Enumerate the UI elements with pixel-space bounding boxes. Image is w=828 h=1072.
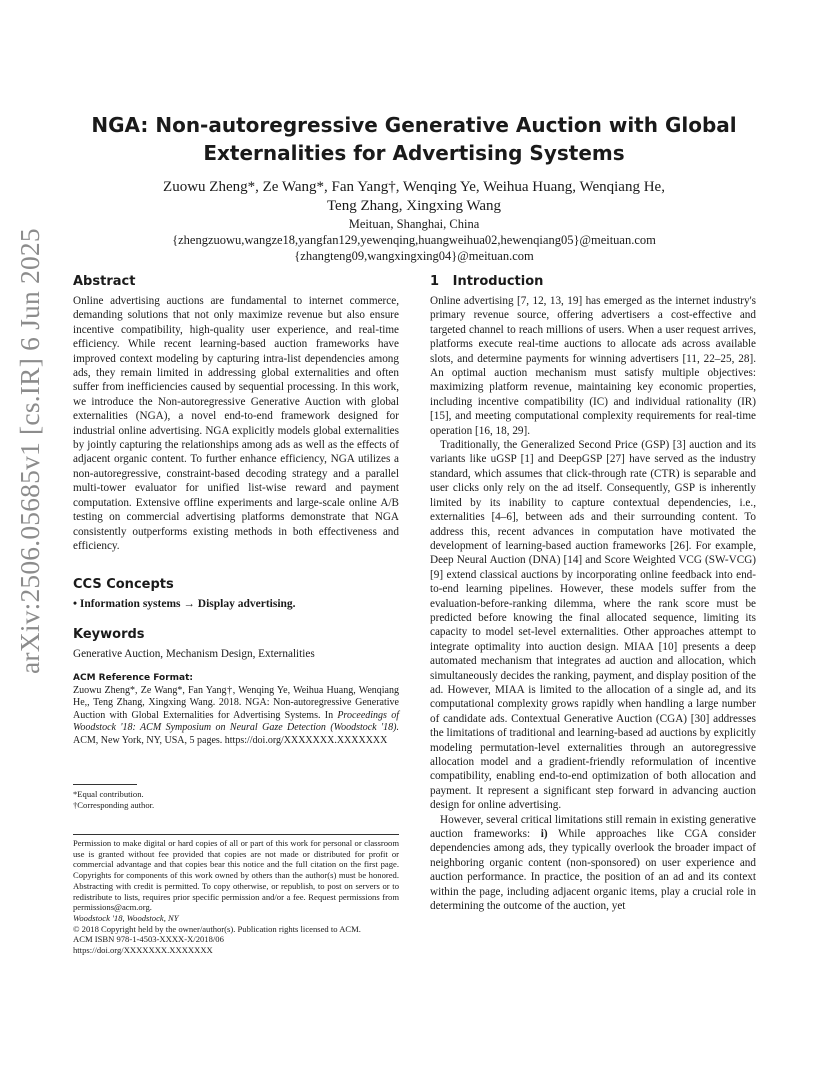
abstract-paragraph: Online advertising auctions are fundamental to internet commerce, demanding solutions that not only maximize revenue but also ensure incentive compatibility, high-quality user experience, and real-time efficiency. While recent learning-based auction frameworks have improved context modeling by capturing intra-list dependencies among ads, they remain limited in addressing global externalities and often suffer from inefficiencies caused by sequential processing. In this work, we introduce the Non-autoregressive Generative Auction with global externalities (NGA), a novel end-to-end framework designed for industrial online advertising. NGA explicitly models global externalities by jointly capturing the relationships among ads as well as the effects of adjacent organic content. To further enhance efficiency, NGA utilizes a non-autoregressive, constraint-based decoding strategy and a parallel multi-tower evaluator for unified list-wise reward and payment computation. Extensive offline experiments and large-scale online A/B testing on commercial advertising platforms demonstrate that NGA consistently outperforms existing methods in both effectiveness and efficiency. (73, 295, 399, 552)
ccs-heading: CCS Concepts (73, 577, 174, 592)
permission-isbn: ACM ISBN 978-1-4503-XXXX-X/2018/06 (73, 934, 224, 945)
arxiv-stamp: arXiv:2506.05685v1 [cs.IR] 6 Jun 2025 (14, 228, 45, 674)
intro-p3-lead: However, several critical limitations still remain in existing generative auction frameworks: (430, 813, 756, 841)
abstract-text (73, 294, 399, 553)
reference-format-citation (73, 685, 399, 748)
introduction-text (430, 294, 756, 913)
footnote-corresponding: †Corresponding author. (73, 800, 155, 810)
authors-line-2: Teng Zhang, Xingxing Wang (326, 198, 502, 214)
authors-line-1: Zuowu Zheng*, Ze Wang*, Fan Yang†, Wenqing Ye, Weihua Huang, Wenqiang He, (163, 179, 665, 195)
reference-format-heading: ACM Reference Format: (73, 673, 193, 683)
intro-paragraph-3 (430, 813, 756, 914)
intro-p3-rest: While approaches like CGA consider dependencies among ads, they typically overlook the broader impact of neighboring organic content (non-sponsored) on user experience and auction performance. In practice, the position of an ad and its context within the page, including adjacent organic items, play a crucial role in determining the outcome of the auction, yet (430, 828, 757, 913)
abstract-heading: Abstract (73, 274, 136, 289)
citation-tail: ACM, New York, NY, USA, 5 pages. https://doi.org/XXXXXXX.XXXXXXX (73, 734, 388, 746)
footnote-equal: *Equal contribution. (73, 789, 144, 799)
permission-doi: https://doi.org/XXXXXXX.XXXXXXX (73, 945, 213, 956)
intro-p3-marker: i) (540, 828, 548, 841)
intro-paragraph-1: Online advertising [7, 12, 13, 19] has emerged as the internet industry's primary revenue source, offering advertisers a cost-effective and targeted channel to reach millions of users. When a user request arrives, platforms execute real-time auctions to allocate ads across available slots, and determine payments for winning advertisers [11, 22–25, 28]. An optimal auction mechanism must satisfy multiple objectives: maximizing platform revenue, maintaining key economic properties, including incentive compatibility (IC) and individual rationality (IR) [15], and meeting computational complexity requirements for real-time operation [16, 18, 29]. (430, 295, 756, 437)
permission-block (73, 838, 399, 956)
permission-venue: Woodstock '18, Woodstock, NY (73, 912, 179, 923)
introduction-heading: 1 Introduction (430, 274, 544, 289)
permission-copyright: © 2018 Copyright held by the owner/author(s). Publication rights licensed to ACM. (73, 923, 361, 934)
emails-line-1: {zhengzuowu,wangze18,yangfan129,yewenqing,huangweihua02,hewenqiang05}@meituan.com (172, 233, 656, 247)
footnote-rule (73, 784, 137, 785)
citation-venue: Proceedings of Woodstock '18: ACM Symposium on Neural Gaze Detection (Woodstock '18). (73, 709, 399, 734)
keywords-heading: Keywords (73, 627, 145, 642)
intro-paragraph-2: Traditionally, the Generalized Second Price (GSP) [3] auction and its variants like uGSP [1] and DeepGSP [27] have served as the industry standard, which assumes that click-through rate (CTR) is separable and user clicks only rely on the ad itself. Consequently, GSP is inherently limited by its inability to capture contextual dependencies, i.e., externalities [4–6], between ads and their surrounding content. To address this, recent advances in computation have motivated the development of learning-based auction frameworks [26]. For example, Deep Neural Auction (DNA) [14] and Score Weighted VCG (SW-VCG) [9] extend classical auctions by incorporating online feedback into end-to-end learning pipelines. However, these models suffer from the evaluation-before-ranking dilemma, where the rank score must be predicted before knowing the final allocated sequence, limiting its capacity to model set-level externalities. Other approaches attempt to integrate optimality into auction design. MIAA [10] presents a deep automated mechanism that integrates ad auction and allocation, which simultaneously decides the ranking, payment, and display position of the ad. However, MIAA is limited to the allocation of a single ad, and its computational complexity grows rapidly when handling a large number of candidate ads. Contextual Generative Auction (CGA) [30] addresses the limitations of traditional and learning-based ad auctions by explicitly modeling permutation-level externalities through an autoregressive allocation model and a gradient-friendly reformulation of incentive compatibility, enabling end-to-end optimization of both allocation and payment. It represent a significant step forward in advancing auction design for online advertising. (430, 439, 756, 812)
keywords-text: Generative Auction, Mechanism Design, Externalities (73, 648, 315, 660)
permission-rule (73, 834, 399, 835)
permission-text: Permission to make digital or hard copies of all or part of this work for personal or classroom use is granted without fee provided that copies are not made or distributed for profit or commercial advantage and that copies bear this notice and the full citation on the first page. Copyrights for components of this work owned by others than the author(s) must be honored. Abstracting with credit is permitted. To copy otherwise, or republish, to post on servers or to redistribute to lists, requires prior specific permission and/or a fee. Request permissions from permissions@acm.org. (73, 838, 399, 913)
reference-format (73, 672, 399, 748)
emails-line-2: {zhangteng09,wangxingxing04}@meituan.com (294, 249, 534, 263)
paper-title: NGA: Non-autoregressive Generative Auction with Global Externalities for Advertising Systems (91, 113, 737, 165)
citation-main: Zuowu Zheng*, Ze Wang*, Fan Yang†, Wenqing Ye, Weihua Huang, Wenqiang He,, Teng Zhang, Xingxing Wang. 2018. NGA: Non-autoregressive Generative Auction with Global Externalities for Advertising Systems. In (73, 684, 399, 721)
affiliation: Meituan, Shanghai, China (348, 217, 480, 231)
ccs-item: • Information systems → Display advertising. (73, 598, 296, 610)
